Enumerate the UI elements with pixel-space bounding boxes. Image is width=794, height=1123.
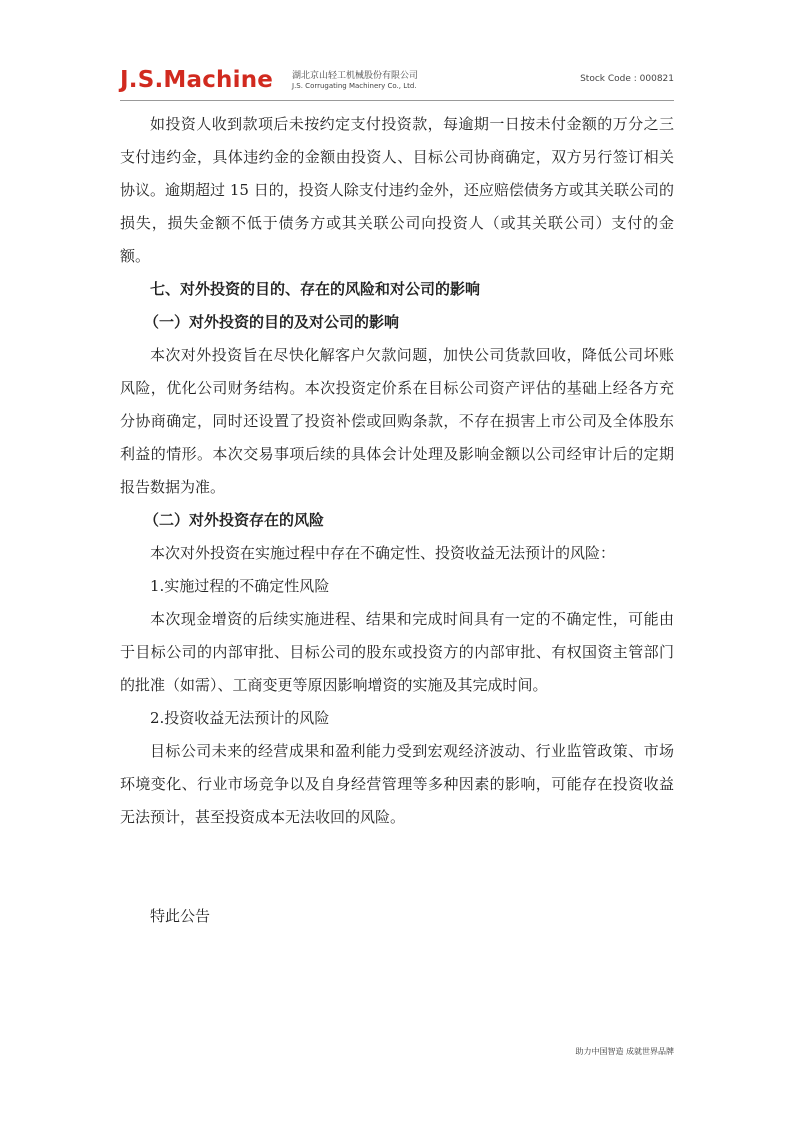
header-divider (120, 100, 674, 101)
paragraph-purpose: 本次对外投资旨在尽快化解客户欠款问题，加快公司货款回收，降低公司坏账风险，优化公司财务结构。本次投资定价系在目标公司资产评估的基础上经各方充分协商确定，同时还设置了投资补偿或回购条款，不存在损害上市公司及全体股东利益的情形。本次交易事项后续的具体会计处理及影响金额以公司经审计后的定期报告数据为准。 (120, 346, 674, 496)
section-heading-7: 七、对外投资的目的、存在的风险和对公司的影响 (150, 280, 481, 298)
list-item-risk-2: 2.投资收益无法预计的风险 (150, 709, 330, 727)
stock-code: Stock Code : 000821 (580, 74, 674, 84)
paragraph-risk-1: 本次现金增资的后续实施进程、结果和完成时间具有一定的不确定性，可能由于目标公司的内部审批、目标公司的股东或投资方的内部审批、有权国资主管部门的批准（如需）、工商变更等原因影响增资的实施及其完成时间。 (120, 610, 674, 694)
paragraph-risk-2: 目标公司未来的经营成果和盈利能力受到宏观经济波动、行业监管政策、市场环境变化、行业市场竞争以及自身经营管理等多种因素的影响，可能存在投资收益无法预计，甚至投资成本无法收回的风险。 (120, 742, 674, 826)
page-header (120, 62, 674, 98)
closing-line: 特此公告 (150, 907, 211, 925)
company-name-en: J.S. Corrugating Machinery Co., Ltd. (292, 82, 417, 90)
company-logo: J.S.Machine (120, 67, 274, 93)
footer-slogan: 助力中国智造 成就世界品牌 (575, 1047, 674, 1056)
list-item-risk-1: 1.实施过程的不确定性风险 (150, 577, 330, 595)
subheading-risks: （二）对外投资存在的风险 (144, 511, 325, 529)
subheading-purpose: （一）对外投资的目的及对公司的影响 (144, 313, 400, 331)
paragraph-penalty: 如投资人收到款项后未按约定支付投资款，每逾期一日按未付金额的万分之三支付违约金，具体违约金的金额由投资人、目标公司协商确定，双方另行签订相关协议。逾期超过 15 日的，投资人除支付违约金外，还应赔偿债务方或其关联公司的损失，损失金额不低于债务方或其关联公司向投资人（或其关联公司）支付的金额。 (120, 115, 674, 265)
company-name-cn: 湖北京山轻工机械股份有限公司 (292, 71, 419, 81)
spacer (120, 834, 674, 900)
company-name-block (292, 71, 418, 91)
paragraph-risks-intro: 本次对外投资在实施过程中存在不确定性、投资收益无法预计的风险： (150, 544, 616, 562)
document-body (120, 108, 674, 933)
